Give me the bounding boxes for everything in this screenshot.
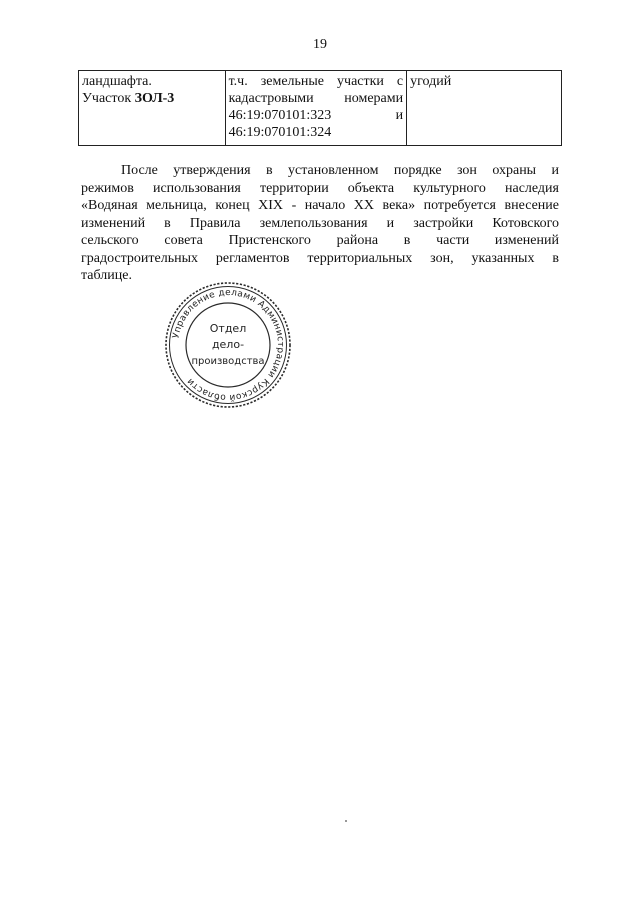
stamp-ring-text: Управление делами Администрации Курской области — [171, 287, 286, 403]
stamp-seal-icon — [163, 280, 293, 410]
cell-text — [82, 90, 222, 107]
paragraph-line: изменений в Правила землепользования и застройки Котовского — [81, 215, 559, 231]
paragraph-line: После утверждения в установленном порядке зон охраны и — [121, 163, 559, 178]
cell-text: т.ч. земельные участки с — [228, 74, 404, 89]
cell-text: 46:19:070101:323 и — [228, 108, 404, 123]
table-cell-description — [225, 71, 407, 146]
body-paragraph — [81, 162, 559, 285]
cell-text: ландшафта. — [82, 74, 152, 89]
stamp-center-line: Отдел — [209, 322, 247, 335]
paragraph-line: режимов использования территории объекта культурного наследия — [81, 180, 559, 196]
table-cell-zone — [79, 71, 226, 146]
page-number: 19 — [313, 37, 327, 52]
table-row — [79, 71, 562, 146]
cell-text: 46:19:070101:324 — [228, 125, 332, 140]
stamp-center-line: дело- — [211, 338, 245, 351]
zone-prefix: Участок — [82, 91, 135, 106]
paragraph-line: «Водяная мельница, конец XIX - начало XX века» потребуется внесение — [81, 198, 559, 213]
cell-text: кадастровыми номерами — [228, 91, 404, 106]
stamp-center-line: производства — [191, 356, 265, 367]
table-cell-land — [407, 71, 562, 146]
scan-speck — [345, 820, 347, 822]
paragraph-line: градостроительных регламентов территориальных зон, указанных в — [81, 250, 559, 266]
cell-text: угодий — [410, 74, 452, 89]
paragraph-line: сельского совета Пристенского района в части изменений — [81, 233, 559, 248]
zone-code: ЗОЛ-3 — [134, 91, 175, 106]
office-stamp — [163, 280, 293, 410]
continuation-table — [78, 70, 562, 146]
paragraph-line: таблице. — [81, 268, 132, 283]
